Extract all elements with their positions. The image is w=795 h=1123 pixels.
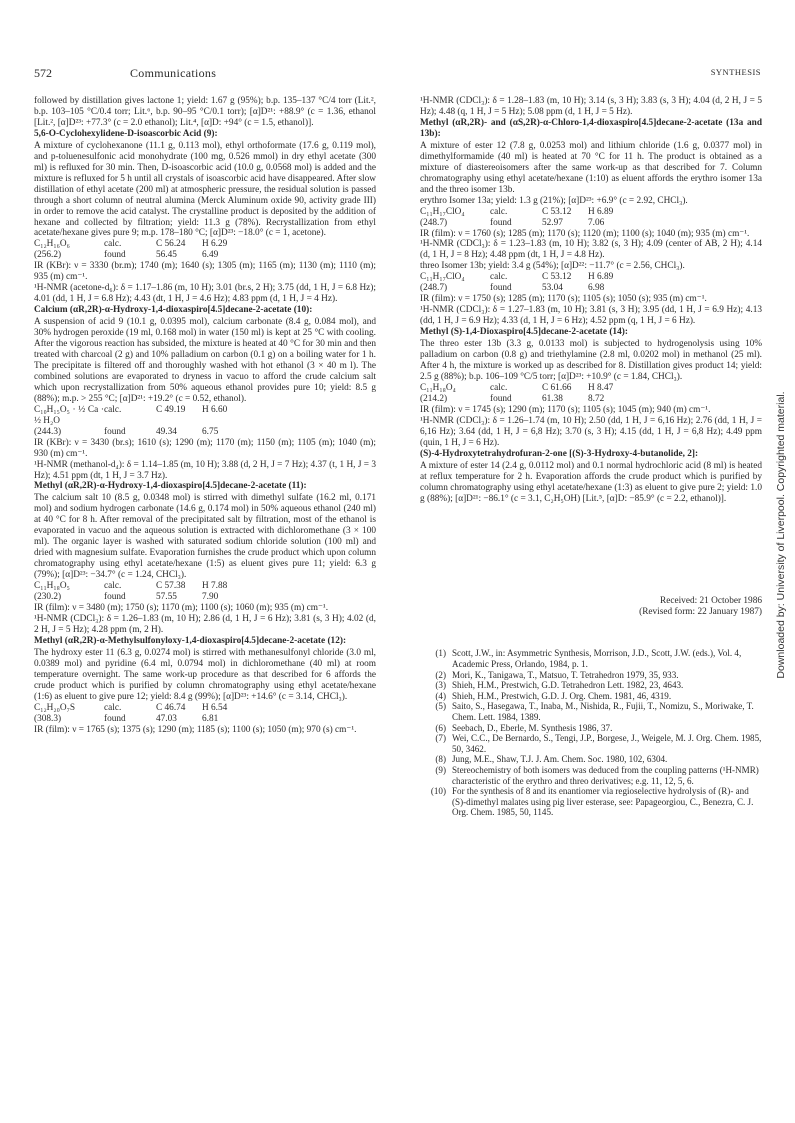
analysis-cell: found	[490, 217, 512, 228]
analysis-cell	[628, 272, 668, 283]
analysis-cell: C 61.66	[542, 382, 572, 393]
elemental-analysis	[34, 405, 376, 438]
analysis-cell: 56.45	[156, 250, 177, 261]
analysis-row	[34, 405, 376, 427]
analysis-cell: H 8.47	[588, 382, 614, 393]
ir-data: IR (film): ν = 3480 (m); 1750 (s); 1170 (m); 1100 (s); 1060 (m); 935 (m) cm⁻¹.	[34, 602, 329, 613]
analysis-cell: calc.	[490, 272, 508, 283]
analysis-cell: found	[104, 250, 126, 261]
reference-number: (1)	[435, 648, 446, 659]
section-title: Methyl (αR,2R)-α-Hydroxy-1,4-dioxaspiro[4.5]decane-2-acetate (11):	[34, 481, 307, 492]
nmr-data: ¹H-NMR (CDCl₃): δ = 1.27–1.83 (m, 10 H); 3.81 (s, 3 H); 3.95 (dd, 1 H, J = 6.9 Hz); 4.13 (dd, 1 H, J = 6.9 Hz); 4.33 (d, 1 H, J = 6 Hz); 4.52 ppm (q, 1 H, J = 6 Hz).	[420, 305, 762, 327]
analysis-cell	[242, 239, 282, 250]
reference-text: Shieh, H.M., Prestwich, G.D. J. Org. Chem. 1981, 46, 4319.	[452, 690, 672, 701]
analysis-cell: C 57.38	[156, 581, 186, 592]
reference-text: Shieh, H.M., Prestwich, G.D. Tetrahedron Lett. 1982, 23, 4643.	[452, 680, 684, 691]
analysis-cell: H 6.54	[202, 702, 228, 713]
analysis-cell: C₁₂H₂₀O₇S	[34, 702, 76, 713]
reference-item	[420, 648, 762, 669]
analysis-cell: 7.90	[202, 592, 219, 603]
nmr-data: ¹H-NMR (CDCl₃): δ = 1.23–1.83 (m, 10 H); 3.82 (s, 3 H); 4.09 (center of AB, 2 H); 4.14 (d, 1 H, J = 8 Hz); 4.48 ppm (dt, 1 H, J = 4.8 Hz).	[420, 239, 762, 261]
elemental-analysis	[34, 581, 376, 603]
analysis-cell	[242, 581, 282, 592]
section-text: A mixture of ester 14 (2.4 g, 0.0112 mol) and 0.1 normal hydrochloric acid (8 ml) is heated at reflux temperature for 2 h. Evaporation affords the crude product which is purified by column chromatography using ethyl acetate/hexane (1:3) as eluent to give pure 2; yield: 1.0 g (88%); [α]D²¹: −86.1° (c = 3.1, C₂H₅OH) [Lit.⁵, [α]D: −85.9° (c = 2.2, ethanol)].	[420, 460, 762, 504]
nmr-data: ¹H-NMR (methanol-d₄): δ = 1.14–1.85 (m, 10 H); 3.88 (d, 2 H, J = 7 Hz); 4.37 (t, 1 H, J = 3 Hz); 4.51 ppm (dt, 1 H, J = 3.7 Hz).	[34, 459, 376, 481]
reference-item	[420, 765, 762, 786]
analysis-row	[420, 218, 762, 229]
analysis-cell: 7.06	[588, 217, 605, 228]
reference-text: Mori, K., Tanigawa, T., Matsuo, T. Tetrahedron 1979, 35, 933.	[452, 669, 679, 680]
ir-data: IR (film): ν = 1750 (s); 1285 (m); 1170 (s); 1105 (s); 1050 (s); 935 (m) cm⁻¹.	[420, 294, 707, 305]
section-title: Methyl (S)-1,4-Dioxaspiro[4.5]decane-2-acetate (14):	[420, 327, 628, 338]
section-text: The hydroxy ester 11 (6.3 g, 0.0274 mol) is stirred with methanesulfonyl chloride (3.0 ml, 0.0389 mol) and pyridine (6.4 ml, 0.0794 mol) in dichloromethane (40 ml) at room temperature overnight. The same work-up procedure as that described for 6 affords the crude product which is purified by column chromatography using ethyl acetate/hexane (1:6) as eluent to give pure 12; yield: 8.4 g (99%); [α]D²³: +14.6° (c = 3.14, CHCl₃).	[34, 647, 376, 702]
analysis-row	[420, 283, 762, 294]
nmr-data: ¹H-NMR (CDCl₃): δ = 1.26–1.74 (m, 10 H); 2.50 (dd, 1 H, J = 6,16 Hz); 2.76 (dd, 1 H, J = 6,16 Hz); 3.64 (dd, 1 H, J = 6,8 Hz); 3.70 (s, 3 H); 4.15 (dd, 1 H, J = 6,8 Hz); 4.49 ppm (quin, 1 H, J = 6 Hz).	[420, 415, 762, 448]
analysis-cell: 47.03	[156, 713, 177, 724]
reference-number: (4)	[435, 690, 446, 701]
revised-date: (Revised form: 22 January 1987)	[639, 607, 762, 618]
reference-item	[420, 786, 762, 818]
reference-list	[420, 648, 762, 818]
reference-text: Stereochemistry of both isomers was deduced from the coupling patterns (¹H-NMR) characteristic of the erythro and threo derivatives; e.g. 11, 12, 5, 6.	[452, 764, 759, 786]
analysis-cell: (256.2)	[34, 250, 62, 261]
analysis-cell: calc.	[104, 702, 122, 713]
analysis-cell: found	[104, 713, 126, 724]
reference-item	[420, 680, 762, 691]
analysis-cell: C 53.12	[542, 272, 572, 283]
analysis-cell: H 6.60	[202, 404, 228, 415]
analysis-cell: 6.81	[202, 713, 219, 724]
analysis-cell: C₁₁H₁₇ClO₄	[420, 206, 465, 217]
reference-text: Seebach, D., Eberle, M. Synthesis 1986, 37.	[452, 722, 613, 733]
reference-item	[420, 733, 762, 754]
section-text: The threo ester 13b (3.3 g, 0.0133 mol) is subjected to hydrogenolysis using 10% palladium on carbon (0.8 g) and triethylamine (2.8 ml, 0.0202 mol) in methanol (25 ml). After 4 h, the mixture is worked up as described for 8. Distillation gives product 14; yield: 2.5 g (88%); b.p. 106–109 °C/5 torr; [α]D²³: +10.9° (c = 1.84, CHCl₃).	[420, 339, 762, 382]
analysis-cell: (244.3)	[34, 426, 62, 437]
reference-item	[420, 691, 762, 702]
received-date: Received: 21 October 1986	[660, 596, 762, 607]
section-title: Calcium (αR,2R)-α-Hydroxy-1,4-dioxaspiro[4.5]decane-2-acetate (10):	[34, 305, 313, 316]
section-text: A mixture of ester 12 (7.8 g, 0.0253 mol) and lithium chloride (1.6 g, 0.0377 mol) in dimethylformamide (40 ml) is heated at 70 °C for 11 h. The product is obtained as a mixture of diastereoisomers after the same work-up as that described for 7. Column chromatography using ethyl acetate/hexane (1:10) as eluent affords the erythro isomer 13a and the threo isomer 13b.	[420, 140, 762, 195]
reference-number: (7)	[435, 733, 446, 744]
analysis-cell	[242, 714, 282, 725]
download-notice-text: Downloaded by: University of Liverpool. Copyrighted material.	[775, 391, 787, 679]
running-head: SYNTHESIS	[710, 67, 761, 77]
right-column	[420, 96, 762, 818]
analysis-cell: 6.98	[588, 283, 605, 294]
analysis-cell: (230.2)	[34, 592, 62, 603]
analysis-cell: C₁₁H₁₇ClO₄	[420, 272, 465, 283]
analysis-cell: 6.75	[202, 426, 219, 437]
reference-text: Jung, M.E., Shaw, T.J. J. Am. Chem. Soc. 1980, 102, 6304.	[452, 754, 668, 765]
analysis-row	[420, 272, 762, 283]
section-text: A suspension of acid 9 (10.1 g, 0.0395 mol), calcium carbonate (8.4 g, 0.084 mol), and 30% hydrogen peroxide (19 ml, 0.168 mol) in water (150 ml) is kept at 25 °C with cooling. After the vigorous reaction has subsided, the mixture is heated at 40 °C for 30 min and then treated with charcoal (2 g) and 10% palladium on carbon (0.1 g) on a boiling water for 1 h. The precipitate is filtered off and thoroughly washed with hot ethanol (3 × 40 m l). The combined solutions are evaporated to dryness in vacuo to afford the crude calcium salt which upon recrystallization from 50% aqueous ethanol provides pure 10; yield: 8.5 g (88%); m.p. > 255 °C; [α]D²¹: +19.2° (c = 0.52, ethanol).	[34, 317, 376, 404]
section-text: The calcium salt 10 (8.5 g, 0.0348 mol) is stirred with dimethyl sulfate (16.2 ml, 0.171 mol) and sodium hydrogen carbonate (14.6 g, 0.174 mol) in 50% aqueous ethanol (240 ml) at 40 °C for 8 h. After removal of the precipitated salt by filtration, most of the ethanol is evaporated in vacuo and the aqueous solution is extracted with dichloromethane (3 × 100 ml). The organic layer is washed with saturated sodium chloride solution (100 ml) and dried with magnesium sulfate. Evaporation furnishes the crude product which upon column chromatography using ethyl acetate/hexane (1:5) as eluent gives pure 11; yield: 6.3 g (79%); [α]D²³: −34.7° (c = 1.24, CHCl₃).	[34, 493, 376, 581]
section-title: 5,6-O-Cyclohexylidene-D-isoascorbic Acid (9):	[34, 128, 218, 139]
analysis-cell: C 56.24	[156, 239, 186, 250]
received-note	[420, 596, 762, 618]
elemental-analysis	[420, 207, 762, 229]
analysis-cell: C 49.19	[156, 404, 186, 415]
reference-text: Saito, S., Hasegawa, T., Inaba, M., Nishida, R., Fujii, T., Nomizu, S., Moriwake, T. Chem. Lett. 1984, 1389.	[452, 701, 754, 723]
analysis-cell	[628, 283, 668, 294]
nmr-data: ¹H-NMR (CDCl₃): δ = 1.26–1.83 (m, 10 H); 2.86 (d, 1 H, J = 6 Hz); 3.81 (s, 3 H); 4.02 (d, 2 H, J = 5 Hz); 4.28 ppm (m, 2 H).	[34, 613, 376, 635]
reference-number: (3)	[435, 680, 446, 691]
analysis-cell: found	[104, 592, 126, 603]
analysis-cell	[242, 703, 282, 714]
left-column	[34, 96, 376, 735]
analysis-row	[34, 714, 376, 725]
analysis-cell: 8.72	[588, 393, 605, 404]
reference-number: (2)	[435, 669, 446, 680]
analysis-cell: calc.	[490, 382, 508, 393]
reference-item	[420, 754, 762, 765]
analysis-cell: (248.7)	[420, 217, 448, 228]
analysis-row	[34, 239, 376, 250]
reference-item	[420, 670, 762, 681]
analysis-cell: C₁₂H₁₆O₆	[34, 239, 70, 250]
isomer-data: erythro Isomer 13a; yield: 1.3 g (21%); [α]D²³: +6.9° (c = 2.92, CHCl₃).	[420, 195, 688, 206]
reference-text: Scott, J.W., in: Asymmetric Synthesis, Morrison, J.D., Scott, J.W. (eds.), Vol. 4, Academic Press, Orlando, 1984, p. 1.	[452, 648, 742, 670]
analysis-cell: (214.2)	[420, 393, 448, 404]
analysis-cell	[242, 250, 282, 261]
analysis-cell: found	[104, 426, 126, 437]
analysis-row	[420, 383, 762, 394]
analysis-cell: 6.49	[202, 250, 219, 261]
reference-text: Wei, C.C., De Bernardo, S., Tengi, J.P., Borgese, J., Weigele, M. J. Org. Chem. 1985, 50, 3462.	[452, 733, 762, 754]
section-text: A mixture of cyclohexanone (11.1 g, 0.113 mol), ethyl orthoformate (17.6 g, 0.119 mol), and p-toluenesulfonic acid monohydrate (100 mg, 0.526 mmol) in dry ethyl acetate (300 ml) is refluxed for 30 min. Then, D-isoascorbic acid (10.0 g, 0.0568 mol) is added and the mixture is refluxed for 5 h until all crystals of isoascorbic acid have disappeared. After slow distillation of ethyl acetate (200 ml) at atmospheric pressure, the residual solution is passed through a short column of neutral alumina (Merck Aluminum oxide 90, activity grade III) in order to remove the acid catalyst. The crystalline product is deposited by the addition of hexane and collected by filtration; yield: 11.3 g (78%). Recrystallization from ethyl acetate/hexane gives pure 9; m.p. 178–180 °C; [α]D²³: −18.0° (c = 1, acetone).	[34, 140, 376, 239]
analysis-cell: 49.34	[156, 426, 177, 437]
analysis-cell: H 6.29	[202, 239, 228, 250]
analysis-cell	[628, 394, 668, 405]
intro-paragraph: followed by distillation gives lactone 1; yield: 1.67 g (95%); b.p. 135–137 °C/4 torr (Lit.², b.p. 103–105 °C/0.4 torr; Lit.⁶, b.p. 90–95 °C/0.1 torr); [α]D²¹: +88.9° (c = 1.36, ethanol [Lit.², [α]D²³: +77.3° (c = 2.0 ethanol); Lit.⁴, [α]D: +94° (c = 1.5, ethanol)].	[34, 96, 376, 128]
analysis-cell: (248.7)	[420, 283, 448, 294]
reference-item	[420, 701, 762, 722]
ir-data: IR (film): ν = 1765 (s); 1375 (s); 1290 (m); 1185 (s); 1100 (s); 1050 (m); 970 (s) cm⁻¹.	[34, 724, 357, 735]
ir-data: IR (KBr): ν = 3430 (br.s); 1610 (s); 1290 (m); 1170 (m); 1150 (m); 1105 (m); 1040 (m); 930 (m) cm⁻¹.	[34, 437, 376, 459]
analysis-cell: H 6.89	[588, 206, 614, 217]
analysis-cell: H 7.88	[202, 581, 228, 592]
elemental-analysis	[420, 383, 762, 405]
analysis-cell: C₁₀H₁₅O₅ · ½ Ca · ½ H₂O	[34, 404, 104, 426]
page-header	[34, 66, 761, 82]
elemental-analysis	[34, 703, 376, 725]
analysis-cell	[242, 405, 282, 427]
elemental-analysis	[420, 272, 762, 294]
analysis-cell	[628, 383, 668, 394]
analysis-cell: found	[490, 393, 512, 404]
analysis-row	[420, 207, 762, 218]
section-title: (S)-4-Hydroxytetrahydrofuran-2-one [(S)-3-Hydroxy-4-butanolide, 2]:	[420, 448, 699, 459]
nmr-data: ¹H-NMR (acetone-d₆): δ = 1.17–1.86 (m, 10 H); 3.01 (br.s, 2 H); 3.75 (dd, 1 H, J = 6.8 Hz); 4.01 (dd, 1 H, J = 6.8 Hz); 4.43 (dt, 1 H, J = 4.6 Hz); 4.83 ppm (d, 1 H, J = 4 Hz).	[34, 283, 376, 305]
reference-number: (9)	[435, 764, 446, 775]
analysis-cell: 53.04	[542, 283, 563, 294]
page-number: 572	[34, 66, 52, 80]
analysis-cell: H 6.89	[588, 272, 614, 283]
journal-section: Communications	[130, 66, 217, 80]
analysis-cell: calc.	[490, 206, 508, 217]
analysis-row	[420, 394, 762, 405]
analysis-row	[34, 250, 376, 261]
analysis-cell: found	[490, 283, 512, 294]
reference-number: (6)	[435, 722, 446, 733]
section-title: Methyl (αR,2R)-α-Methylsulfonyloxy-1,4-dioxaspiro[4.5]decane-2-acetate (12):	[34, 635, 347, 646]
analysis-row	[34, 427, 376, 438]
analysis-row	[34, 592, 376, 603]
analysis-cell	[242, 592, 282, 603]
ir-data: IR (film): ν = 1760 (s); 1285 (m); 1170 (s); 1120 (m); 1100 (s); 1040 (m); 935 (m) cm⁻¹.	[420, 228, 750, 239]
analysis-cell	[242, 427, 282, 438]
analysis-cell	[628, 207, 668, 218]
analysis-cell: calc.	[104, 239, 122, 250]
analysis-cell: (308.3)	[34, 713, 62, 724]
reference-number: (10)	[430, 786, 446, 797]
analysis-cell: C₁₁H₁₈O₅	[34, 581, 70, 592]
analysis-cell: calc.	[104, 404, 122, 415]
analysis-cell: C 46.74	[156, 702, 186, 713]
analysis-cell: 57.55	[156, 592, 177, 603]
ir-data: IR (KBr): ν = 3330 (br.m); 1740 (m); 1640 (s); 1305 (m); 1165 (m); 1130 (m); 1110 (m); 935 (m) cm⁻¹.	[34, 261, 376, 283]
analysis-cell: C₁₁H₁₈O₄	[420, 382, 456, 393]
reference-text: For the synthesis of 8 and its enantiomer via regioselective hydrolysis of (R)- and (S)-dimethyl malates using pig liver esterase, see: Papageorgiou, C., Benezra, C. J. Org. Chem. 1985, 50, 1145.	[452, 786, 754, 818]
analysis-row	[34, 703, 376, 714]
analysis-cell	[628, 218, 668, 229]
download-notice	[770, 115, 792, 955]
reference-number: (5)	[435, 701, 446, 712]
analysis-row	[34, 581, 376, 592]
analysis-cell: 61.38	[542, 393, 563, 404]
isomer-data: threo Isomer 13b; yield: 3.4 g (54%); [α]D²²: −11.7° (c = 2.56, CHCl₃).	[420, 261, 685, 272]
nmr-data: ¹H-NMR (CDCl₃): δ = 1.28–1.83 (m, 10 H); 3.14 (s, 3 H); 3.83 (s, 3 H); 4.04 (d, 2 H, J = 5 Hz); 4.48 (q, 1 H, J = 5 Hz); 5.08 ppm (d, 1 H, J = 5 Hz).	[420, 96, 762, 117]
analysis-cell: 52.97	[542, 217, 563, 228]
ir-data: IR (film): ν = 1745 (s); 1290 (m); 1170 (s); 1105 (s); 1045 (m); 940 (m) cm⁻¹.	[420, 404, 711, 415]
reference-number: (8)	[435, 754, 446, 765]
elemental-analysis	[34, 239, 376, 261]
analysis-cell: calc.	[104, 581, 122, 592]
analysis-cell: C 53.12	[542, 206, 572, 217]
reference-item	[420, 723, 762, 734]
section-title: Methyl (αR,2R)- and (αS,2R)-α-Chloro-1,4-dioxaspiro[4.5]decane-2-acetate (13a and 13b):	[420, 117, 762, 139]
